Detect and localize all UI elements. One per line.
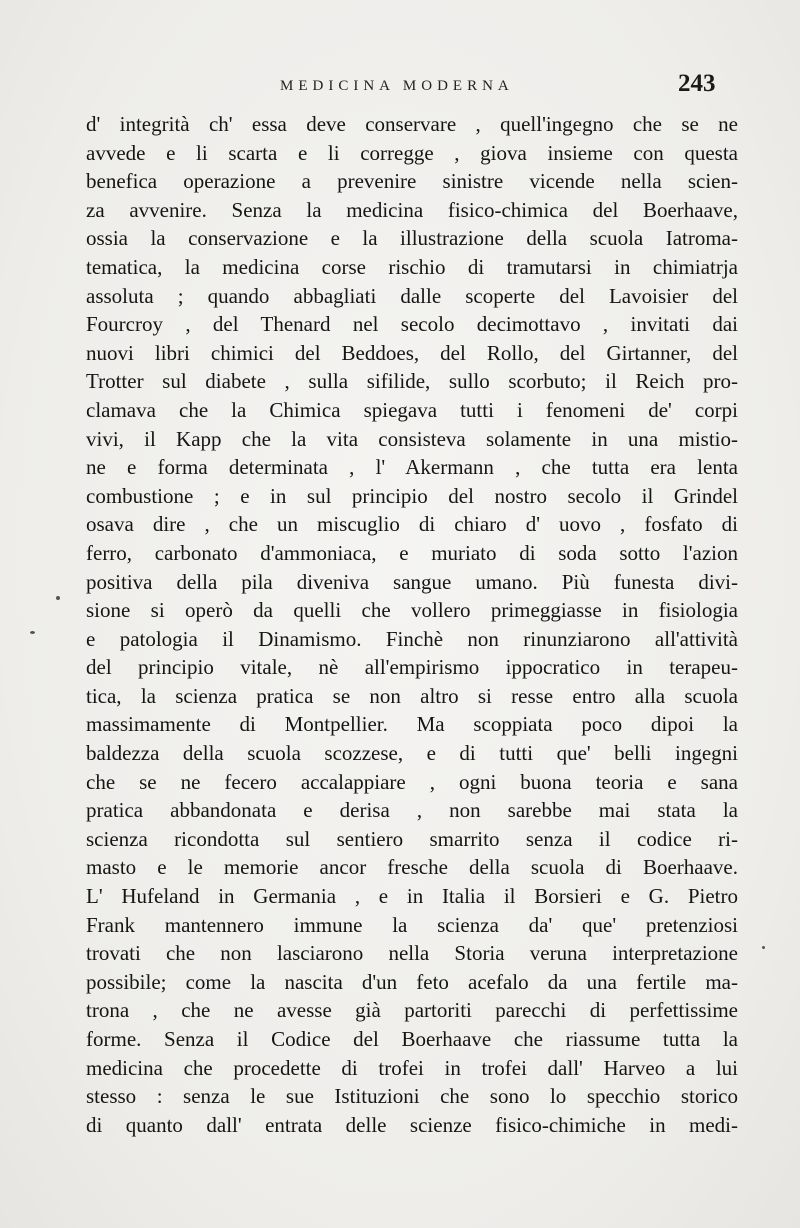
- page-number: 243: [678, 70, 716, 97]
- running-head: MEDICINA MODERNA: [280, 78, 514, 94]
- text-line: Frank mantennero immune la scienza da' que' pretenziosi: [86, 912, 738, 937]
- text-line: medicina che procedette di trofei in trofei dall' Harveo a lui: [86, 1055, 738, 1080]
- text-line: ossia la conservazione e la illustrazione della scuola Iatroma-: [86, 226, 738, 251]
- text-line: trovati che non lasciarono nella Storia veruna interpretazione: [86, 941, 738, 966]
- text-line: possibile; come la nascita d'un feto acefalo da una fertile ma-: [86, 969, 738, 994]
- text-line: d' integrità ch' essa deve conservare , quell'ingegno che se ne: [86, 112, 738, 136]
- text-line: sione si operò da quelli che vollero primeggiasse in fisiologia: [86, 598, 738, 623]
- text-line: nuovi libri chimici del Beddoes, del Rollo, del Girtanner, del: [86, 340, 738, 365]
- text-line: Fourcroy , del Thenard nel secolo decimottavo , invitati dai: [86, 312, 738, 337]
- text-line: forme. Senza il Codice del Boerhaave che riassume tutta la: [86, 1027, 738, 1051]
- text-line: massimamente di Montpellier. Ma scoppiata poco dipoi la: [86, 712, 738, 737]
- text-line: L' Hufeland in Germania , e in Italia il Borsieri e G. Pietro: [86, 884, 738, 909]
- text-line: di quanto dall' entrata delle scienze fisico-chimiche in medi-: [86, 1112, 738, 1137]
- text-line: e patologia il Dinamismo. Finchè non rinunziarono all'attività: [86, 626, 738, 651]
- text-line: avvede e li scarta e li corregge , giova insieme con questa: [86, 140, 738, 165]
- text-line: vivi, il Kapp che la vita consisteva solamente in una mistio-: [86, 426, 738, 451]
- text-line: masto e le memorie ancor fresche della scuola di Boerhaave.: [86, 855, 738, 880]
- margin-speck: [56, 596, 60, 600]
- text-line: combustione ; e in sul principio del nostro secolo il Grindel: [86, 483, 738, 508]
- margin-speck: [30, 631, 35, 634]
- text-line: stesso : senza le sue Istituzioni che sono lo specchio storico: [86, 1084, 738, 1109]
- text-line: del principio vitale, nè all'empirismo ippocratico in terapeu-: [86, 655, 738, 680]
- text-line: za avvenire. Senza la medicina fisico-chimica del Boerhaave,: [86, 197, 738, 222]
- text-line: trona , che ne avesse già partoriti parecchi di perfettissime: [86, 998, 738, 1023]
- text-line: clamava che la Chimica spiegava tutti i fenomeni de' corpi: [86, 397, 738, 422]
- text-line: baldezza della scuola scozzese, e di tutti que' belli ingegni: [86, 741, 738, 766]
- text-line: tica, la scienza pratica se non altro si resse entro alla scuola: [86, 683, 738, 708]
- body-text: [86, 110, 738, 1139]
- text-line: ne e forma determinata , l' Akermann , che tutta era lenta: [86, 455, 738, 480]
- text-line: positiva della pila diveniva sangue umano. Più funesta divi-: [86, 569, 738, 594]
- text-line: osava dire , che un miscuglio di chiaro d' uovo , fosfato di: [86, 512, 738, 537]
- text-line: che se ne fecero accalappiare , ogni buona teoria e sana: [86, 769, 738, 794]
- margin-speck: [762, 946, 765, 949]
- text-line: tematica, la medicina corse rischio di tramutarsi in chimiatrja: [86, 254, 738, 279]
- text-line: ferro, carbonato d'ammoniaca, e muriato di soda sotto l'azion: [86, 540, 738, 565]
- text-line: assoluta ; quando abbagliati dalle scoperte del Lavoisier del: [86, 283, 738, 308]
- text-line: scienza ricondotta sul sentiero smarrito senza il codice ri-: [86, 826, 738, 851]
- text-line: pratica abbandonata e derisa , non sarebbe mai stata la: [86, 798, 738, 823]
- text-line: Trotter sul diabete , sulla sifilide, sullo scorbuto; il Reich pro-: [86, 369, 738, 394]
- text-line: benefica operazione a prevenire sinistre vicende nella scien-: [86, 169, 738, 194]
